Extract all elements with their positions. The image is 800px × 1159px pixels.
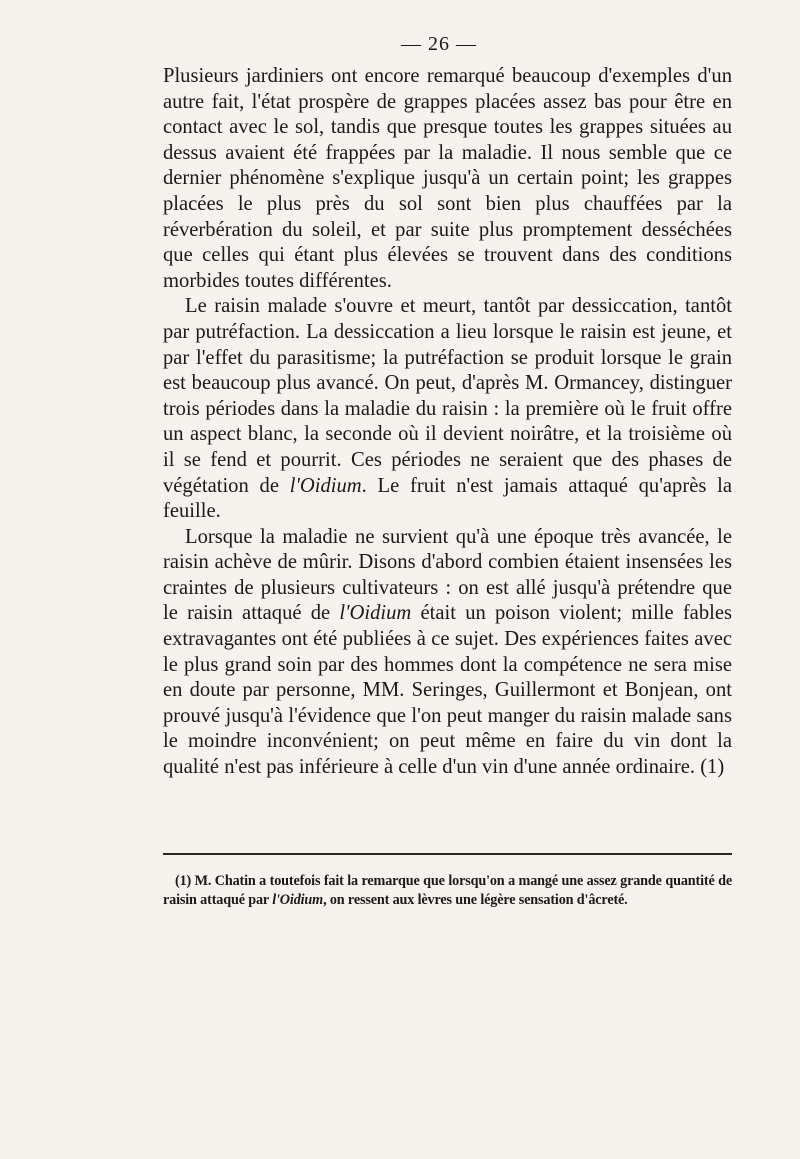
italic-term: l'Oidium [289,474,362,497]
body-text [163,64,732,781]
page-number: — 26 — [401,33,477,55]
italic-term: l'Oidium [272,892,324,909]
paragraph-3: Lorsque la maladie ne survient qu'à une époque très avancée, le raisin achève de mûrir. Disons d'abord combien étaient insensées les craintes de plusieurs cultivateurs : on est allé jusqu'à prétendre que le raisin attaqué de l'Oidium était un poison violent; mille fables extravagantes ont été publiées à ce sujet. Des expériences faites avec le plus grand soin par des hommes dont la compétence ne sera mise en doute par personne, MM. Seringes, Guillermont et Bonjean, ont prouvé jusqu'à l'évidence que l'on peut manger du raisin malade sans le moindre inconvénient; on peut même en faire du vin dont la qualité n'est pas inférieure à celle d'un vin d'une année ordinaire. (1) [163,525,732,779]
footnote-text: (1) M. Chatin a toutefois fait la remarque que lorsqu'on a mangé une assez grande quantité de raisin attaqué par l'Oidium, on ressent aux lèvres une légère sensation d'âcreté. [163,873,732,909]
italic-term: l'Oidium [339,602,412,625]
footnote-separator [163,853,732,855]
footnote [163,872,732,910]
paragraph-2: Le raisin malade s'ouvre et meurt, tantôt par dessiccation, tantôt par putréfaction. La dessiccation a lieu lorsque le raisin est jeune, et par l'effet du parasitisme; la putréfaction se produit lorsque le grain est beaucoup plus avancé. On peut, d'après M. Ormancey, distinguer trois périodes dans la maladie du raisin : la première où le fruit offre un aspect blanc, la seconde où il devient noirâtre, et la troisième où il se fend et pourrit. Ces périodes ne seraient que des phases de végétation de l'Oidium. Le fruit n'est jamais attaqué qu'après la feuille. [163,295,732,523]
paragraph-1: Plusieurs jardiniers ont encore remarqué beaucoup d'exemples d'un autre fait, l'état prospère de grappes placées assez bas pour être en contact avec le sol, tandis que presque toutes les grappes situées au dessus avaient été frappées par la maladie. Il nous semble que ce dernier phénomène s'explique jusqu'à un certain point; les grappes placées le plus près du sol sont bien plus chauffées par la réverbération du soleil, et par suite plus promptement desséchées que celles qui étant plus élevées se trouvent dans des conditions morbides toutes différentes. [163,65,732,292]
